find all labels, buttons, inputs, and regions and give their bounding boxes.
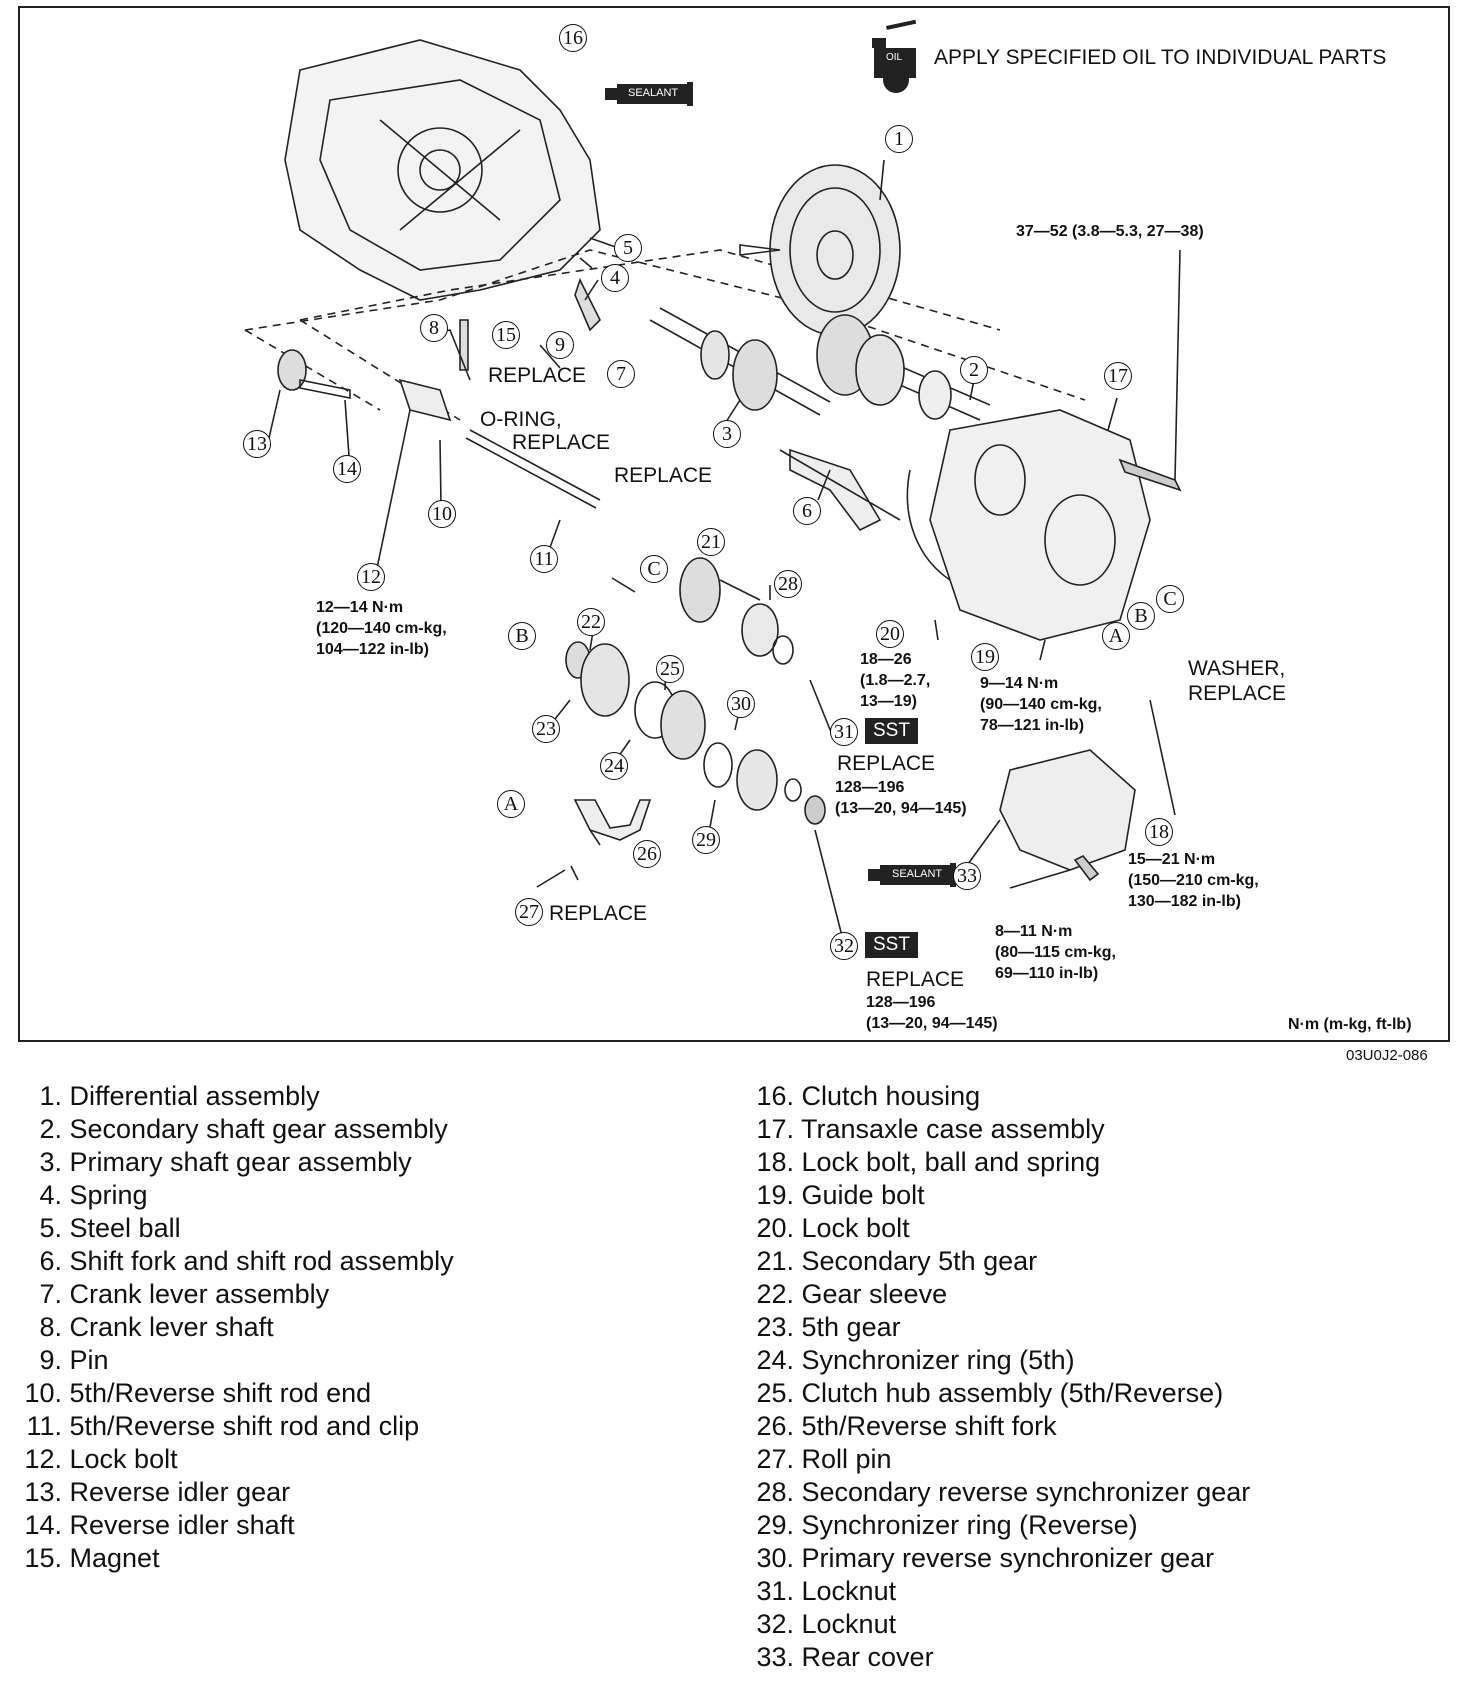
legend-label: Clutch housing (801, 1081, 981, 1111)
legend-label: Steel ball (69, 1213, 181, 1243)
legend-label: Secondary shaft gear assembly (69, 1114, 448, 1144)
legend-label: Shift fork and shift rod assembly (69, 1246, 454, 1276)
washer-note-line2: REPLACE (1188, 682, 1287, 705)
legend-item (740, 1608, 1250, 1641)
legend-label: Locknut (801, 1609, 897, 1639)
legend-item (8, 1443, 454, 1476)
legend-label: Locknut (801, 1576, 897, 1606)
legend-item (740, 1542, 1250, 1575)
letter-callout-a: A (497, 790, 525, 818)
legend-item (740, 1410, 1250, 1443)
torque-spec-18: 15—21 N·m (150—210 cm-kg, 130—182 in-lb) (1128, 851, 1259, 910)
legend-label: Magnet (69, 1543, 160, 1573)
reverse-idler-gear (278, 350, 306, 390)
replace-note-9: REPLACE (488, 364, 587, 387)
legend-label: Reverse idler gear (69, 1477, 291, 1507)
legend-item (740, 1212, 1250, 1245)
legend-item (740, 1377, 1250, 1410)
sst-badge-32: SST (865, 932, 918, 958)
legend-item (8, 1377, 454, 1410)
legend-label: Lock bolt (801, 1213, 910, 1243)
legend-label: Differential assembly (69, 1081, 320, 1111)
legend-number: 15. (24, 1543, 62, 1573)
oil-can-label: OIL (886, 52, 903, 63)
legend-item (740, 1575, 1250, 1608)
legend-number: 10. (24, 1378, 62, 1408)
torque-spec-17: 37—52 (3.8—5.3, 27—38) (1016, 223, 1204, 240)
part-callout-30: 30 (727, 690, 755, 718)
torque-spec-20: 18—26 (1.8—2.7, 13—19) (860, 651, 931, 710)
legend-number: 17. (756, 1114, 794, 1144)
differential-assembly (740, 165, 900, 335)
sealant-label: SEALANT (892, 868, 943, 880)
part-callout-10: 10 (428, 500, 456, 528)
part-callout-17: 17 (1104, 362, 1132, 390)
legend-number: 3. (39, 1147, 62, 1177)
part-callout-21: 21 (697, 528, 725, 556)
legend-label: Guide bolt (801, 1180, 925, 1210)
torque-spec-12: 12—14 N·m (120—140 cm-kg, 104—122 in-lb) (316, 599, 447, 658)
legend-label: 5th/Reverse shift fork (801, 1411, 1057, 1441)
legend-label: Rear cover (801, 1642, 934, 1672)
legend-number: 33. (756, 1642, 794, 1672)
legend-label: Spring (69, 1180, 148, 1210)
legend-number: 19. (756, 1180, 794, 1210)
legend-label: Synchronizer ring (Reverse) (801, 1510, 1138, 1540)
legend-number: 23. (756, 1312, 794, 1342)
part-callout-7: 7 (607, 360, 635, 388)
legend-label: Secondary reverse synchronizer gear (801, 1477, 1251, 1507)
part-callout-31: 31 (830, 718, 858, 746)
washer-note-line1: WASHER, (1188, 657, 1286, 680)
legend-item (8, 1410, 454, 1443)
part-callout-15: 15 (492, 321, 520, 349)
part-callout-9: 9 (546, 331, 574, 359)
legend-number: 26. (756, 1411, 794, 1441)
part-callout-16: 16 (559, 24, 587, 52)
part-callout-33: 33 (953, 862, 981, 890)
part-callout-27: 27 (515, 898, 543, 926)
legend-label: 5th/Reverse shift rod and clip (69, 1411, 420, 1441)
letter-callout-b: B (1127, 602, 1155, 630)
legend-item (8, 1212, 454, 1245)
legend-item (8, 1179, 454, 1212)
legend-item (8, 1344, 454, 1377)
legend-number: 1. (39, 1081, 62, 1111)
o-ring-note-line1: O-RING, (480, 408, 562, 431)
part-callout-5: 5 (614, 234, 642, 262)
legend-label: 5th/Reverse shift rod end (69, 1378, 372, 1408)
legend-item (8, 1509, 454, 1542)
legend-label: Reverse idler shaft (69, 1510, 295, 1540)
part-callout-22: 22 (577, 608, 605, 636)
part-callout-28: 28 (774, 570, 802, 598)
legend-label: Transaxle case assembly (801, 1114, 1105, 1144)
part-callout-18: 18 (1145, 818, 1173, 846)
part-callout-13: 13 (243, 430, 271, 458)
legend-label: Primary reverse synchronizer gear (801, 1543, 1215, 1573)
part-callout-6: 6 (793, 497, 821, 525)
part-callout-11: 11 (530, 545, 558, 573)
sealant-label: SEALANT (628, 87, 679, 99)
torque-spec-19: 9—14 N·m (90—140 cm-kg, 78—121 in-lb) (980, 675, 1102, 734)
replace-note-32: REPLACE (866, 968, 965, 991)
legend-label: Synchronizer ring (5th) (801, 1345, 1075, 1375)
legend-label: 5th gear (801, 1312, 901, 1342)
parts-legend-right (740, 1080, 1250, 1674)
rear-cover (1000, 750, 1135, 870)
legend-item (8, 1278, 454, 1311)
legend-number: 22. (756, 1279, 794, 1309)
part-callout-3: 3 (713, 420, 741, 448)
legend-label: Roll pin (801, 1444, 892, 1474)
transaxle-case (907, 410, 1150, 640)
part-callout-32: 32 (830, 932, 858, 960)
legend-number: 6. (39, 1246, 62, 1276)
legend-label: Clutch hub assembly (5th/Reverse) (801, 1378, 1224, 1408)
replace-note-27: REPLACE (549, 902, 648, 925)
replace-note-11: REPLACE (614, 464, 713, 487)
legend-label: Secondary 5th gear (801, 1246, 1038, 1276)
legend-item (740, 1344, 1250, 1377)
part-callout-12: 12 (357, 563, 385, 591)
legend-item (8, 1146, 454, 1179)
legend-label: Lock bolt, ball and spring (801, 1147, 1101, 1177)
legend-item (8, 1542, 454, 1575)
legend-number: 25. (756, 1378, 794, 1408)
legend-number: 11. (26, 1411, 62, 1441)
torque-spec-33: 8—11 N·m (80—115 cm-kg, 69—110 in-lb) (995, 923, 1116, 982)
units-note: N·m (m-kg, ft-lb) (1288, 1016, 1412, 1033)
part-callout-1: 1 (885, 125, 913, 153)
legend-number: 7. (39, 1279, 62, 1309)
legend-item (740, 1476, 1250, 1509)
legend-number: 8. (39, 1312, 62, 1342)
part-callout-20: 20 (876, 620, 904, 648)
legend-item (740, 1641, 1250, 1674)
legend-number: 16. (756, 1081, 794, 1111)
letter-callout-a: A (1102, 622, 1130, 650)
legend-number: 14. (24, 1510, 62, 1540)
legend-number: 24. (756, 1345, 794, 1375)
letter-callout-c: C (1156, 585, 1184, 613)
legend-number: 27. (756, 1444, 794, 1474)
part-callout-19: 19 (971, 643, 999, 671)
figure-code: 03U0J2-086 (1346, 1047, 1428, 1064)
legend-number: 2. (39, 1114, 62, 1144)
torque-spec-31: 128—196 (13—20, 94—145) (835, 779, 967, 817)
legend-number: 13. (24, 1477, 62, 1507)
legend-number: 20. (756, 1213, 794, 1243)
part-callout-25: 25 (656, 655, 684, 683)
legend-label: Primary shaft gear assembly (69, 1147, 412, 1177)
legend-number: 9. (39, 1345, 62, 1375)
legend-item (740, 1080, 1250, 1113)
legend-item (740, 1245, 1250, 1278)
legend-number: 32. (756, 1609, 794, 1639)
legend-item (740, 1443, 1250, 1476)
legend-number: 28. (756, 1477, 794, 1507)
legend-item (8, 1311, 454, 1344)
legend-label: Gear sleeve (801, 1279, 948, 1309)
legend-number: 5. (39, 1213, 62, 1243)
legend-item (740, 1509, 1250, 1542)
legend-number: 12. (24, 1444, 62, 1474)
legend-label: Lock bolt (69, 1444, 178, 1474)
part-callout-2: 2 (960, 356, 988, 384)
part-callout-4: 4 (601, 264, 629, 292)
part-callout-23: 23 (532, 715, 560, 743)
parts-legend-left (8, 1080, 454, 1575)
letter-callout-c: C (640, 555, 668, 583)
part-callout-14: 14 (333, 455, 361, 483)
legend-number: 21. (756, 1246, 794, 1276)
oil-note: APPLY SPECIFIED OIL TO INDIVIDUAL PARTS (934, 46, 1387, 69)
legend-item (8, 1113, 454, 1146)
legend-label: Crank lever shaft (69, 1312, 274, 1342)
legend-item (740, 1113, 1250, 1146)
sst-badge-31: SST (865, 718, 918, 744)
torque-spec-32: 128—196 (13—20, 94—145) (866, 994, 998, 1032)
legend-number: 30. (756, 1543, 794, 1573)
legend-label: Crank lever assembly (69, 1279, 330, 1309)
legend-item (740, 1278, 1250, 1311)
legend-number: 29. (756, 1510, 794, 1540)
legend-item (8, 1080, 454, 1113)
replace-note-31: REPLACE (837, 752, 936, 775)
legend-item (8, 1245, 454, 1278)
legend-item (740, 1146, 1250, 1179)
part-callout-26: 26 (633, 840, 661, 868)
legend-item (740, 1311, 1250, 1344)
legend-number: 18. (756, 1147, 794, 1177)
legend-label: Pin (69, 1345, 109, 1375)
part-callout-29: 29 (692, 826, 720, 854)
part-callout-24: 24 (600, 752, 628, 780)
part-callout-8: 8 (420, 314, 448, 342)
legend-item (740, 1179, 1250, 1212)
legend-number: 31. (756, 1576, 794, 1606)
legend-number: 4. (39, 1180, 62, 1210)
o-ring-note-line2: REPLACE (512, 431, 611, 454)
letter-callout-b: B (508, 622, 536, 650)
legend-item (8, 1476, 454, 1509)
shift-fork-5th-reverse (575, 800, 650, 840)
